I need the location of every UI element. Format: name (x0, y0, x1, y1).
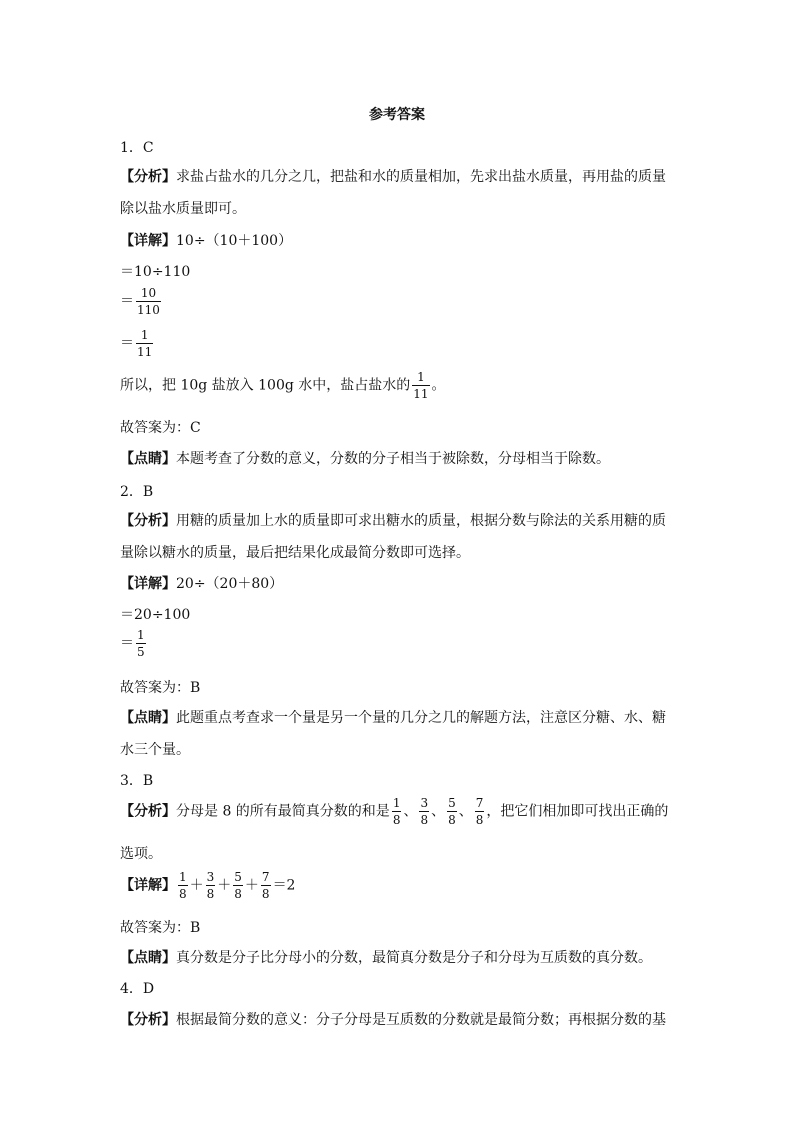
denominator: 11 (137, 345, 153, 359)
detail-step1: 20÷（20＋80） (176, 576, 284, 592)
denominator: 8 (420, 813, 429, 827)
plus-sign: ＋ (244, 877, 259, 894)
q3-answer: 故答案为：B (120, 920, 201, 936)
analysis-text-end: ，把它们相加即可找出正确的 (486, 803, 669, 820)
q4-number: 4．D (120, 981, 155, 997)
detail-tag: 【详解】 (120, 576, 176, 592)
fraction (136, 629, 146, 658)
detail-step1: 10÷（10＋100） (176, 233, 293, 249)
q3-detail (120, 871, 295, 900)
denominator: 8 (475, 813, 484, 827)
tip-text: 本题考查了分数的意义，分数的分子相当于被除数，分母相当于除数。 (176, 451, 610, 467)
q1-step2: ＝10÷110 (120, 264, 191, 280)
numerator: 7 (475, 796, 484, 810)
q1-conclusion (120, 371, 446, 400)
fraction (447, 797, 457, 826)
tip-text: 此题重点考查求一个量是另一个量的几分之几的解题方法，注意区分糖、水、糖 (176, 710, 666, 726)
numerator: 1 (412, 371, 429, 386)
separator: 、 (458, 803, 473, 820)
plus-sign: ＋ (217, 877, 232, 894)
period: 。 (431, 377, 446, 394)
analysis-tag: 【分析】 (120, 1012, 176, 1028)
separator: 、 (431, 803, 446, 820)
q2-tip-line1 (120, 707, 666, 727)
fraction (419, 797, 429, 826)
denominator: 8 (206, 887, 215, 901)
equals-sign: ＝ (120, 635, 134, 652)
numerator: 3 (206, 870, 215, 884)
q1-analysis-line2: 除以盐水质量即可。 (120, 201, 246, 217)
tip-tag: 【点睛】 (120, 950, 176, 966)
q2-analysis-line2: 量除以糖水的质量，最后把结果化成最简分数即可选择。 (120, 545, 470, 561)
analysis-tag: 【分析】 (120, 169, 176, 185)
fraction (392, 797, 402, 826)
numerator: 1 (179, 870, 187, 884)
fraction (233, 871, 243, 900)
q1-step4 (120, 329, 155, 358)
fraction (136, 287, 161, 316)
analysis-tag: 【分析】 (120, 803, 176, 820)
q1-answer: 故答案为：C (120, 420, 201, 436)
q4-analysis-line1 (120, 1009, 666, 1029)
fraction (412, 371, 429, 400)
denominator: 8 (448, 813, 456, 827)
denominator: 110 (137, 303, 160, 317)
q1-detail (120, 230, 292, 250)
q2-tip-line2: 水三个量。 (120, 742, 190, 758)
q2-detail (120, 573, 283, 593)
separator: 、 (403, 803, 418, 820)
q2-analysis-line1 (120, 510, 666, 530)
q3-analysis-line2: 选项。 (120, 846, 162, 862)
analysis-text: 分母是 8 的所有最简真分数的和是 (176, 803, 390, 820)
numerator: 3 (420, 796, 429, 810)
q2-step3 (120, 629, 148, 658)
q1-analysis-line1 (120, 166, 666, 186)
fraction (206, 871, 216, 900)
page-title: 参考答案 (369, 107, 425, 123)
analysis-text: 根据最简分数的意义：分子分母是互质数的分数就是最简分数；再根据分数的基 (176, 1012, 666, 1028)
numerator: 7 (261, 870, 270, 884)
tip-text: 真分数是分子比分母小的分数，最简真分数是分子和分母为互质数的真分数。 (176, 950, 652, 966)
numerator: 1 (392, 796, 401, 810)
numerator: 1 (137, 628, 145, 642)
analysis-tag: 【分析】 (120, 513, 176, 529)
numerator: 10 (136, 287, 161, 302)
q2-step2: ＝20÷100 (120, 607, 191, 623)
result: ＝2 (272, 877, 296, 894)
tip-tag: 【点睛】 (120, 710, 176, 726)
q1-number: 1．C (120, 140, 154, 156)
numerator: 5 (448, 796, 456, 810)
analysis-text: 求盐占盐水的几分之几，把盐和水的质量相加，先求出盐水质量，再用盐的质量 (176, 169, 666, 185)
denominator: 11 (413, 387, 429, 401)
analysis-text: 用糖的质量加上水的质量即可求出糖水的质量，根据分数与除法的关系用糖的质 (176, 513, 666, 529)
denominator: 8 (261, 887, 270, 901)
numerator: 1 (136, 329, 153, 344)
denominator: 5 (137, 645, 145, 659)
detail-tag: 【详解】 (120, 877, 176, 894)
fraction (136, 329, 153, 358)
q3-analysis-line1 (120, 797, 668, 826)
plus-sign: ＋ (189, 877, 204, 894)
denominator: 8 (234, 887, 242, 901)
equals-sign: ＝ (120, 335, 134, 352)
detail-tag: 【详解】 (120, 233, 176, 249)
fraction (475, 797, 485, 826)
tip-tag: 【点睛】 (120, 451, 176, 467)
equals-sign: ＝ (120, 293, 134, 310)
numerator: 5 (234, 870, 242, 884)
q2-number: 2．B (120, 484, 154, 500)
fraction (261, 871, 271, 900)
q1-tip (120, 448, 610, 468)
q2-answer: 故答案为：B (120, 680, 201, 696)
denominator: 8 (179, 887, 187, 901)
fraction (178, 871, 188, 900)
q3-number: 3．B (120, 773, 154, 789)
conclusion-text: 所以，把 10g 盐放入 100g 水中，盐占盐水的 (120, 377, 411, 394)
q1-step3 (120, 287, 163, 316)
denominator: 8 (392, 813, 401, 827)
q3-tip (120, 947, 652, 967)
